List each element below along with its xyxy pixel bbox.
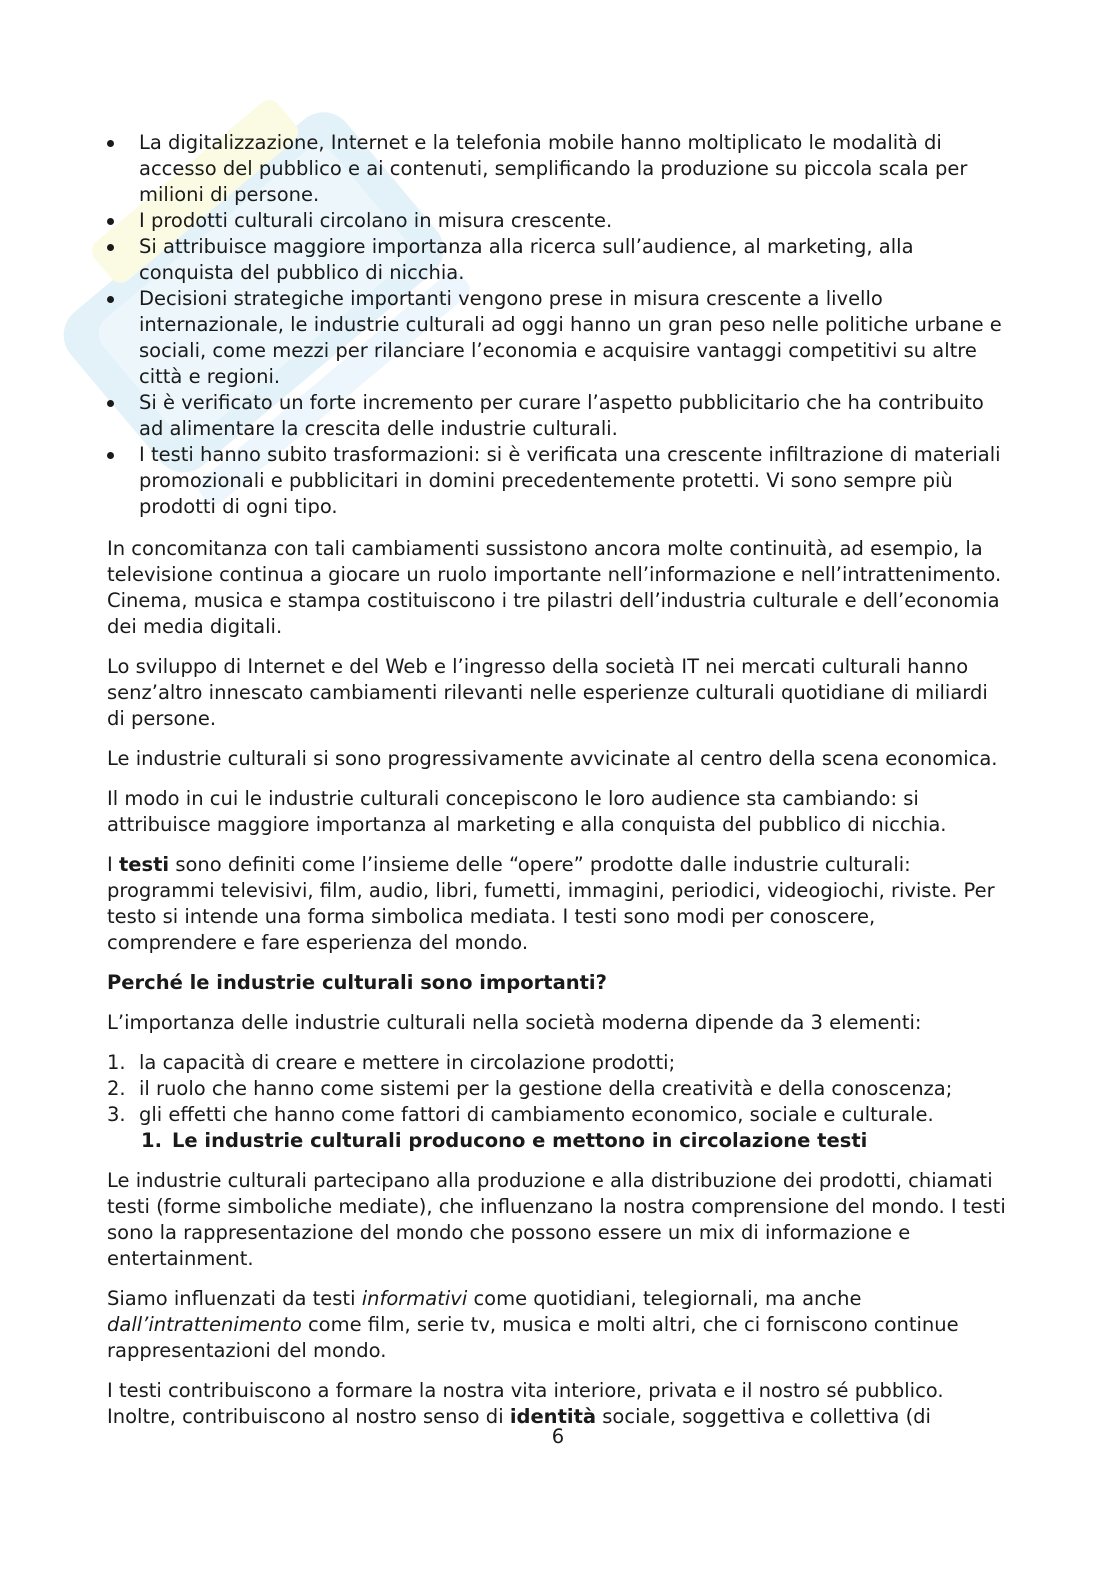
- bullet-icon: [107, 140, 114, 147]
- paragraph-continuita: In concomitanza con tali cambiamenti sussistono ancora molte continuità, ad esempio, la televisione continua a giocare un ruolo importante nell’informazione e nell’intrattenimento. Cinema, musica e stampa costituiscono i tre pilastri dell’industria culturale e dell’economia dei media digitali.: [107, 537, 1002, 638]
- bullet-icon: [107, 218, 114, 225]
- paragraph-audience: Il modo in cui le industrie culturali concepiscono le loro audience sta cambiando: si attribuisce maggiore importanza al marketing e alla conquista del pubblico di nicchia.: [107, 787, 947, 836]
- list-item: 3. gli effetti che hanno come fattori di cambiamento economico, sociale e culturale.: [107, 1103, 934, 1126]
- bullet-icon: [107, 296, 114, 303]
- numbered-list: [107, 1050, 1007, 1128]
- list-item: I testi hanno subito trasformazioni: si è verificata una crescente infiltrazione di materiali promozionali e pubblicitari in domini precedentemente protetti. Vi sono sempre più prodotti di ogni tipo.: [107, 442, 1007, 520]
- bullet-icon: [107, 400, 114, 407]
- bullet-icon: [107, 452, 114, 459]
- list-item: Decisioni strategiche importanti vengono prese in misura crescente a livello internazionale, le industrie culturali ad oggi hanno un gran peso nelle politiche urbane e sociali, come mezzi per rilanciare l’economia e acquisire vantaggi competitivi su altre città e regioni.: [107, 286, 1007, 390]
- section-heading: Perché le industrie culturali sono importanti?: [107, 971, 607, 994]
- bold-term-identita: identità: [509, 1405, 597, 1428]
- bullet-list: [107, 130, 1007, 520]
- document-body: [107, 130, 1007, 1430]
- list-item: 1. la capacità di creare e mettere in circolazione prodotti;: [107, 1051, 676, 1074]
- italic-term-intrattenimento: dall’intrattenimento: [107, 1313, 302, 1336]
- paragraph-sviluppo-internet: Lo sviluppo di Internet e del Web e l’ingresso della società IT nei mercati culturali hanno senz’altro innescato cambiamenti rilevanti nelle esperienze culturali quotidiane di miliardi di persone.: [107, 655, 988, 730]
- paragraph-influenza: Siamo influenzati da testi informativi come quotidiani, telegiornali, ma anche dall’intrattenimento come film, serie tv, musica e molti altri, che ci forniscono continue rappresentazioni del mondo.: [107, 1287, 959, 1362]
- paragraph-testi-definizione: I testi sono definiti come l’insieme delle “opere” prodotte dalle industrie culturali: programmi televisivi, film, audio, libri, fumetti, immagini, periodici, videogiochi, riviste. Per testo si intende una forma simbolica mediata. I testi sono modi per conoscere, comprendere e fare esperienza del mondo.: [107, 853, 995, 954]
- list-item: Si attribuisce maggiore importanza alla ricerca sull’audience, al marketing, alla conquista del pubblico di nicchia.: [107, 234, 1007, 286]
- paragraph-centro-scena: Le industrie culturali si sono progressivamente avvicinate al centro della scena economica.: [107, 747, 998, 770]
- paragraph-importanza: L’importanza delle industrie culturali nella società moderna dipende da 3 elementi:: [107, 1011, 922, 1034]
- bold-term-testi: testi: [118, 853, 170, 876]
- subsection-heading: 1. Le industrie culturali producono e mettono in circolazione testi: [141, 1129, 868, 1152]
- list-item: Si è verificato un forte incremento per curare l’aspetto pubblicitario che ha contribuito ad alimentare la crescita delle industrie culturali.: [107, 390, 1007, 442]
- list-item: 2. il ruolo che hanno come sistemi per la gestione della creatività e della conoscenza;: [107, 1077, 953, 1100]
- paragraph-produzione-testi: Le industrie culturali partecipano alla produzione e alla distribuzione dei prodotti, chiamati testi (forme simboliche mediate), che influenzano la nostra comprensione del mondo. I testi sono la rappresentazione del mondo che possono essere un mix di informazione e entertainment.: [107, 1169, 1006, 1270]
- italic-term-informativi: informativi: [361, 1287, 468, 1310]
- bullet-icon: [107, 244, 114, 251]
- list-item: I prodotti culturali circolano in misura crescente.: [107, 208, 1007, 234]
- page-number: 6: [551, 1425, 565, 1448]
- paragraph-identita: I testi contribuiscono a formare la nostra vita interiore, privata e il nostro sé pubblico. Inoltre, contribuiscono al nostro senso di identità sociale, soggettiva e collettiva (di: [107, 1379, 944, 1428]
- list-item: La digitalizzazione, Internet e la telefonia mobile hanno moltiplicato le modalità di accesso del pubblico e ai contenuti, semplificando la produzione su piccola scala per milioni di persone.: [107, 130, 1007, 208]
